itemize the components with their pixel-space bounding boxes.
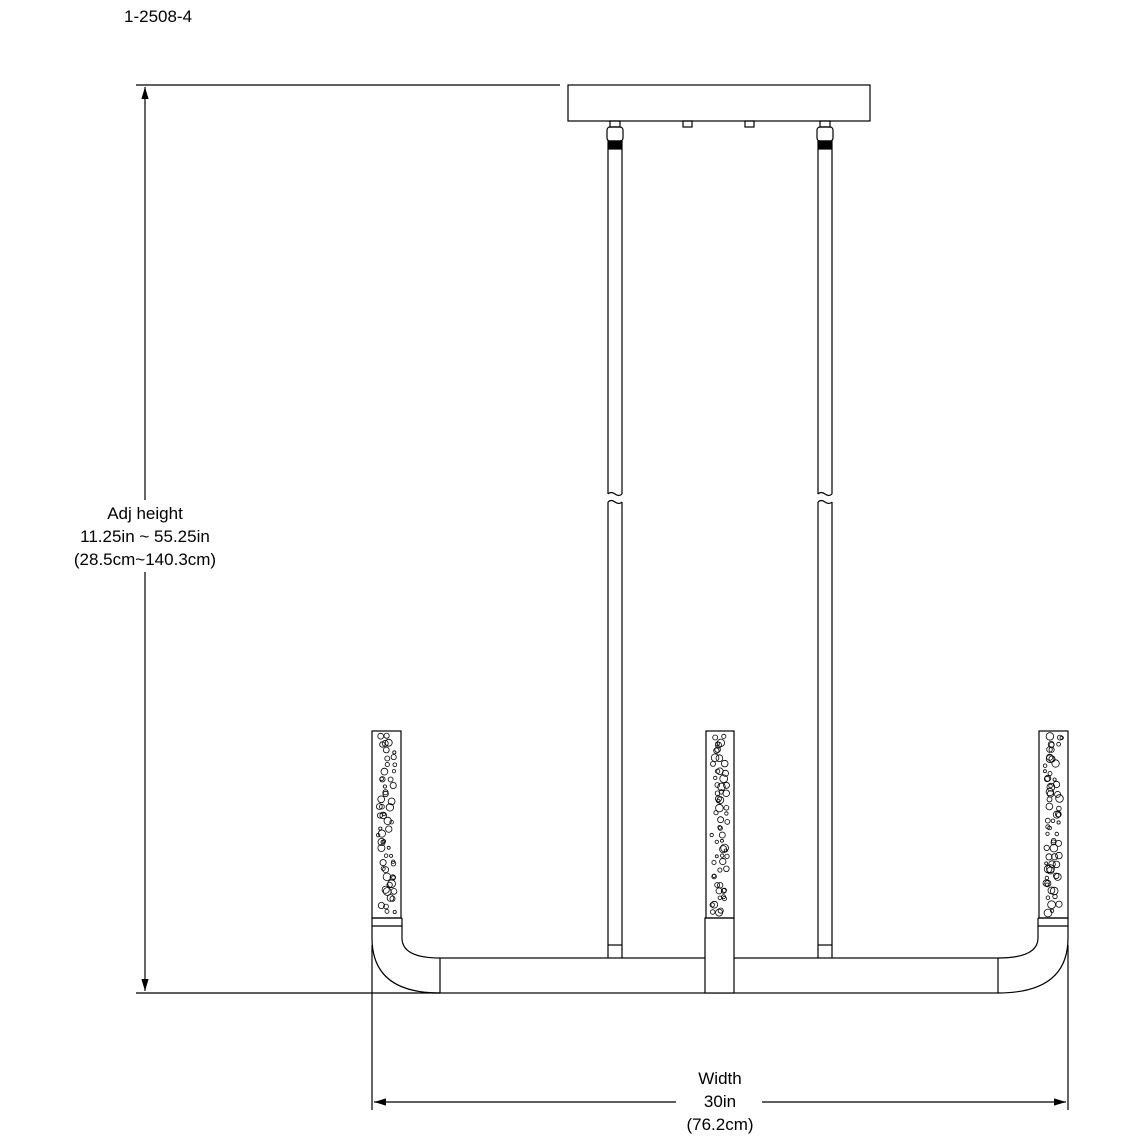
candle-tube-right: [1039, 731, 1068, 918]
bubble-texture: [391, 755, 396, 760]
bubble-texture: [1054, 873, 1061, 880]
bubble-texture: [714, 776, 717, 779]
bubble-texture: [718, 896, 722, 900]
bubble-texture: [1056, 795, 1064, 803]
bubble-texture: [1057, 821, 1060, 824]
bubble-texture: [725, 812, 728, 815]
bubble-texture: [1053, 778, 1056, 781]
bubble-texture: [378, 796, 385, 803]
bubble-texture: [715, 840, 718, 843]
bubble-texture: [724, 805, 729, 810]
bubble-texture: [392, 876, 396, 880]
bubble-texture: [723, 790, 730, 797]
elbow-left: [372, 918, 440, 993]
bubble-texture: [1044, 845, 1049, 850]
candle-tube-left: [372, 731, 401, 918]
bubble-texture: [721, 854, 724, 857]
bubble-texture: [1043, 764, 1047, 768]
bubble-texture: [721, 839, 724, 842]
bubble-texture: [384, 854, 388, 858]
bubble-texture: [393, 910, 396, 913]
elbow-right: [998, 918, 1068, 993]
bubble-texture: [721, 760, 728, 767]
bubble-texture: [383, 873, 391, 881]
bubble-texture: [385, 756, 390, 761]
height-inches: 11.25in ~ 55.25in: [80, 527, 210, 546]
bubble-texture: [384, 733, 389, 738]
width-inches: 30in: [703, 1092, 737, 1111]
bubble-texture: [1049, 784, 1053, 788]
bubble-texture: [1056, 852, 1063, 859]
bubble-texture: [1048, 901, 1056, 909]
bubble-texture: [718, 817, 724, 823]
bubble-texture: [714, 811, 718, 815]
bubble-texture: [719, 832, 725, 838]
bubble-texture: [725, 854, 729, 858]
bubble-texture: [390, 854, 393, 857]
bubble-texture: [1046, 803, 1053, 810]
bubble-texture: [383, 867, 389, 873]
width-centimeters: (76.2cm): [686, 1115, 754, 1134]
width-title: Width: [698, 1069, 742, 1088]
bubble-texture: [715, 783, 720, 788]
bubble-texture: [725, 820, 730, 825]
bubble-texture: [385, 762, 389, 766]
bubble-texture: [713, 735, 718, 740]
model-number: 1-2508-4: [124, 7, 193, 26]
bubble-texture: [1057, 806, 1062, 811]
bubble-texture: [383, 888, 391, 896]
bubble-texture: [385, 909, 389, 913]
bubble-texture: [388, 777, 393, 782]
bubble-texture: [1047, 797, 1052, 802]
bubble-texture: [710, 910, 715, 915]
bubble-texture: [718, 883, 723, 888]
bubble-texture: [715, 796, 721, 802]
bubble-texture: [390, 782, 396, 788]
bubble-texture: [1046, 896, 1050, 900]
bubble-texture: [715, 769, 719, 773]
bubble-texture: [391, 889, 397, 895]
bubble-texture: [1056, 901, 1062, 907]
center-candle-cup: [705, 918, 734, 993]
bubble-texture: [1048, 772, 1052, 776]
height-centimeters: (28.5cm~140.3cm): [73, 550, 217, 569]
width-dimension-label: [640, 1067, 800, 1136]
bubble-texture: [386, 804, 393, 811]
bubble-texture: [715, 855, 718, 858]
suspension-rod-right: [817, 121, 833, 958]
bubble-texture: [387, 846, 390, 849]
bubble-texture: [718, 868, 722, 872]
bubble-texture: [381, 768, 388, 775]
bubble-texture: [1057, 742, 1061, 746]
bubble-texture: [711, 754, 719, 762]
bubble-texture: [393, 763, 397, 767]
bubble-texture: [720, 858, 726, 864]
bubble-texture: [724, 782, 730, 788]
bubble-texture: [386, 826, 392, 832]
height-title: Adj height: [107, 504, 183, 523]
height-dimension-label: [40, 502, 250, 571]
bubble-texture: [1055, 832, 1059, 836]
bubble-texture: [1045, 862, 1048, 865]
bubble-texture: [385, 739, 392, 746]
bubble-texture: [1046, 832, 1049, 835]
bubble-texture: [1050, 844, 1058, 852]
bubble-texture: [380, 777, 384, 781]
bubble-texture: [383, 747, 389, 753]
bubble-texture: [1044, 770, 1047, 773]
suspension-rod-left: [607, 121, 623, 958]
bubble-texture: [378, 733, 384, 739]
bubble-texture: [380, 860, 386, 866]
bubble-texture: [1046, 733, 1054, 741]
bubble-texture: [1051, 819, 1055, 823]
bubble-texture: [1045, 818, 1050, 823]
bubble-texture: [724, 866, 730, 872]
bubble-texture: [393, 751, 396, 754]
bubble-texture: [711, 761, 716, 766]
bubble-texture: [710, 833, 713, 836]
bubble-texture: [1045, 876, 1049, 880]
candle-tube-center: [706, 731, 734, 918]
bubble-texture: [712, 860, 716, 864]
bubble-texture: [392, 770, 395, 773]
bubble-texture: [383, 785, 386, 788]
bubble-texture: [1052, 760, 1059, 767]
bubble-texture: [722, 734, 726, 738]
bubble-texture: [717, 797, 724, 804]
